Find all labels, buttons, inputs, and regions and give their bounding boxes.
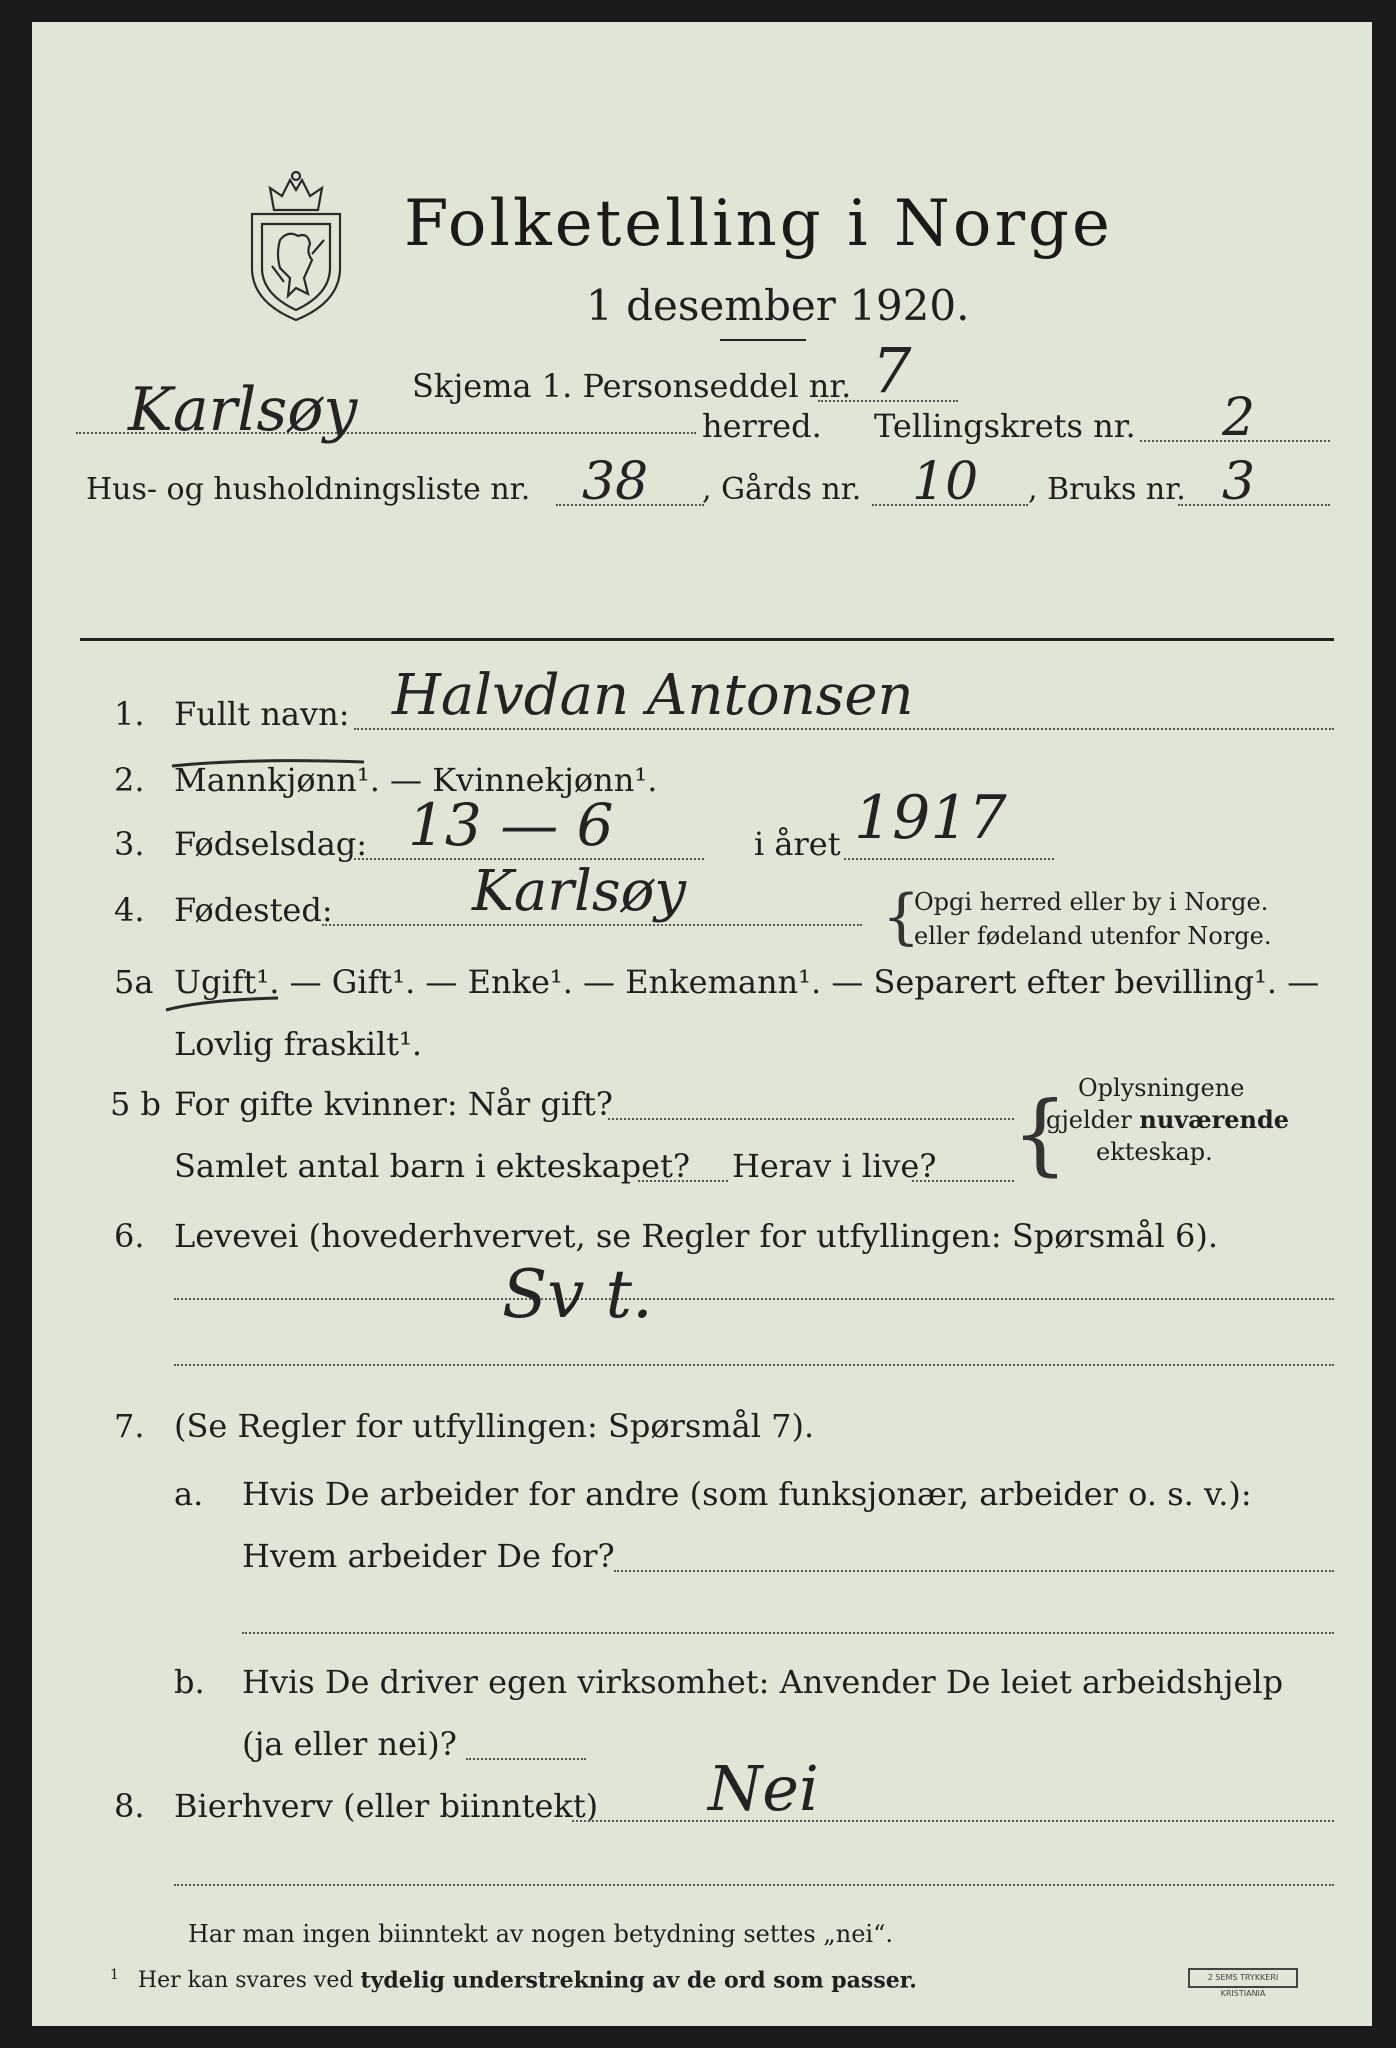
q5b-note-line3: ekteskap. [1096,1138,1213,1166]
q8-number: 8. [114,1787,145,1825]
q3-number: 3. [114,825,145,863]
husholdningsliste-label: Hus- og husholdningsliste nr. [86,472,531,507]
q5b-label3: Herav i live? [732,1147,937,1185]
q5b-married-line [608,1118,1014,1120]
q8-label: Bierhverv (eller biinntekt) [174,1787,599,1825]
q5b-label1: For gifte kvinner: Når gift? [174,1085,613,1123]
q5b-note-line1: Oplysningene [1078,1074,1245,1102]
tellingskrets-value: 2 [1222,388,1256,448]
q7-number: 7. [114,1407,145,1445]
printer-stamp: 2 SEMS TRYKKERI KRISTIANIA [1188,1968,1298,1988]
bruks-label: , Bruks nr. [1028,472,1186,507]
q3-year-label: i året [754,825,841,863]
male-underline-mark [168,756,368,770]
nei-instruction: Har man ingen biinntekt av nogen betydning settes „nei“. [188,1920,893,1948]
q5b-note-nuvaerende: nuværende [1139,1105,1290,1134]
q7b-label2: (ja eller nei)? [242,1725,457,1763]
herred-label: herred. [702,407,822,445]
footnote-text-b: tydelig understrekning av de ord som passer. [360,1967,917,1994]
q7a-number: a. [174,1475,204,1513]
title-divider [720,339,806,341]
tellingskrets-label: Tellingskrets nr. [874,407,1136,445]
q2-number: 2. [114,761,145,799]
q2-separator: — [379,761,433,799]
q5b-alive-line [912,1180,1014,1182]
q5a-options [174,963,1320,1001]
q7b-field-line [466,1758,586,1760]
gards-label: , Gårds nr. [702,472,862,507]
q7b-label1: Hvis De driver egen virksomhet: Anvender De leiet arbeidshjelp [242,1663,1284,1701]
q8-field-line [572,1820,1334,1822]
ugift-underline-mark [162,994,282,1014]
q8-field-line2 [174,1884,1334,1886]
personseddel-value: 7 [872,334,912,407]
q6-number: 6. [114,1217,145,1255]
birthplace-value: Karlsøy [472,859,686,924]
q5b-note-line2 [1046,1105,1290,1134]
q4-label: Fødested: [174,891,333,929]
gards-value: 10 [912,452,979,512]
footnote [110,1968,917,1992]
bruks-value: 3 [1222,452,1256,512]
q6-field-line1 [174,1298,1334,1300]
q7a-label1: Hvis De arbeider for andre (som funksjonær, arbeider o. s. v.): [242,1475,1252,1513]
q5b-children-line [638,1180,728,1182]
q1-label: Fullt navn: [174,695,350,733]
norwegian-coat-of-arms-icon [244,170,348,322]
census-form-page [32,22,1372,2026]
q4-note-line1: Opgi herred eller by i Norge. [914,888,1269,916]
side-income-value: Nei [708,1752,819,1825]
q4-note-line2: eller fødeland utenfor Norge. [914,922,1272,950]
q1-number: 1. [114,695,145,733]
census-date: 1 desember 1920. [586,281,970,330]
q5a-other-options: — Gift¹. — Enke¹. — Enkemann¹. — Separert efter bevilling¹. — [289,963,1320,1001]
form-title: Folketelling i Norge [404,187,1113,261]
husholdningsliste-value: 38 [582,452,649,512]
personseddel-label: Skjema 1. Personseddel nr. [412,367,852,405]
q4-field-line [322,924,862,926]
full-name-value: Halvdan Antonsen [392,663,914,728]
q5a-ugift: Ugift¹. [174,963,280,1001]
q7a-field-line2 [242,1632,1334,1634]
footnote-text-a: Her kan svares ved [137,1968,361,1994]
q5b-note-gjelder: gjelder [1046,1106,1132,1134]
q1-field-line [354,728,1334,730]
q7-label: (Se Regler for utfyllingen: Spørsmål 7). [174,1407,815,1445]
q5a-line2: Lovlig fraskilt¹. [174,1025,423,1063]
q4-brace: { [882,882,921,952]
q6-field-line2 [174,1364,1334,1366]
q3-year-line [844,858,1054,860]
q2-male: Mannkjønn¹. [174,761,380,799]
q2-female: Kvinnekjønn¹. [432,761,658,799]
q7a-field-line1 [614,1570,1334,1572]
herred-value: Karlsøy [128,375,358,445]
occupation-value: Sv t. [502,1256,653,1333]
q5a-number: 5a [114,963,154,1001]
birth-date-value: 13 — 6 [408,791,614,859]
q7a-label2: Hvem arbeider De for? [242,1537,615,1575]
q4-number: 4. [114,891,145,929]
header-divider [80,638,1334,641]
birth-year-value: 1917 [854,783,1007,853]
q7b-number: b. [174,1663,205,1701]
q5b-brace: { [1012,1082,1068,1185]
footnote-marker: 1 [110,1967,119,1983]
q3-label: Fødselsdag: [174,825,368,863]
q6-label: Levevei (hovederhvervet, se Regler for utfyllingen: Spørsmål 6). [174,1217,1219,1255]
q5b-number: 5 b [110,1085,162,1123]
q5b-label2: Samlet antal barn i ekteskapet? [174,1147,691,1185]
